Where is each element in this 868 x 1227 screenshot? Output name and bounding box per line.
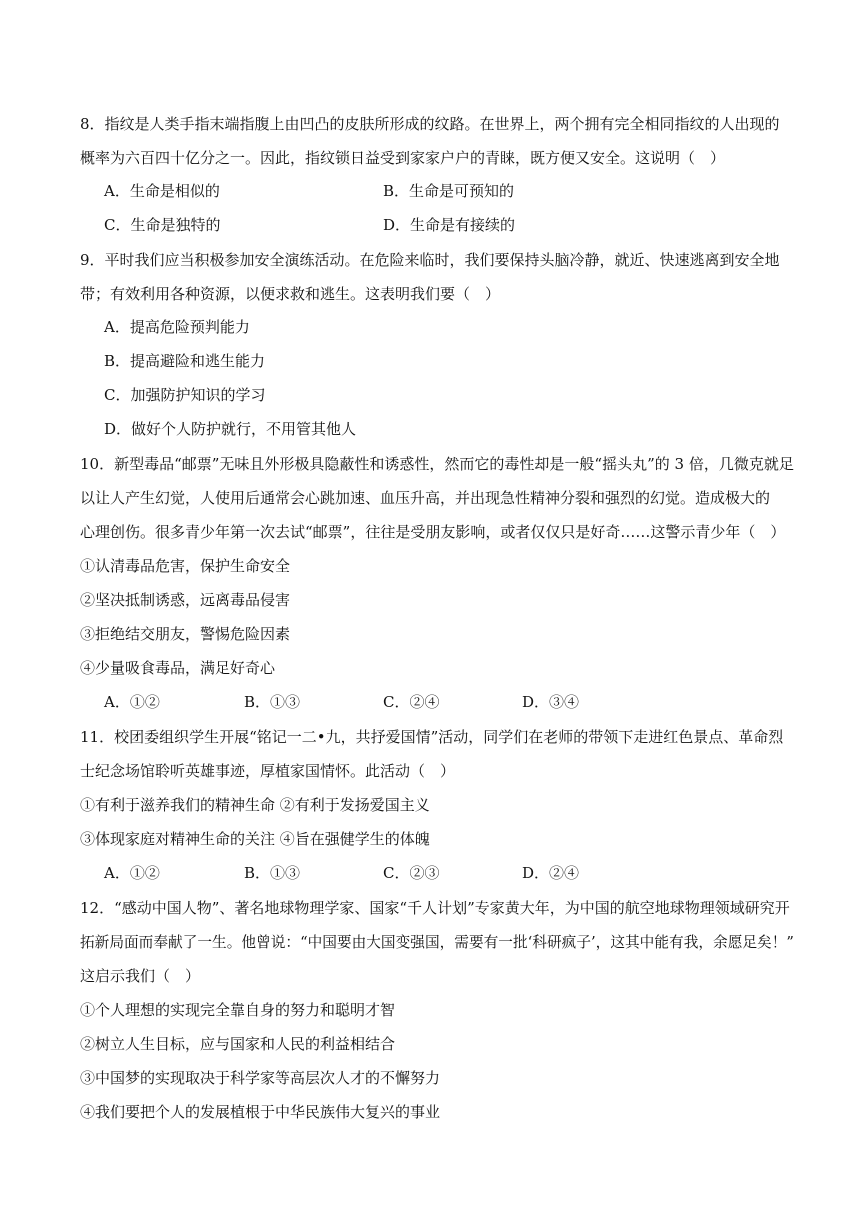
q11-option-c: C．②③ (383, 864, 440, 882)
q10-item-2: ②坚决抵制诱惑，远离毒品侵害 (80, 591, 291, 609)
q8-stem-line1: 8．指纹是人类手指末端指腹上由凹凸的皮肤所形成的纹路。在世界上，两个拥有完全相同指纹的人出现的 (80, 115, 780, 133)
q12-item-1: ①个人理想的实现完全靠自身的努力和聪明才智 (80, 1001, 396, 1019)
q9-option-c: C．加强防护知识的学习 (104, 386, 266, 404)
q10-option-a: A．①② (104, 693, 160, 711)
q12-stem-line3: 这启示我们（ ） (80, 967, 201, 985)
q11-option-d: D．②④ (522, 864, 580, 882)
q12-item-3: ③中国梦的实现取决于科学家等高层次人才的不懈努力 (80, 1069, 441, 1087)
q8-option-b: B．生命是可预知的 (383, 182, 515, 200)
q9-option-a: A．提高危险预判能力 (104, 318, 250, 336)
q11-stem-line1: 11．校团委组织学生开展“铭记一二•九，共抒爱国情”活动，同学们在老师的带领下走进红色景点、革命烈 (80, 728, 784, 746)
q8-option-a: A．生命是相似的 (104, 182, 220, 200)
q10-item-1: ①认清毒品危害，保护生命安全 (80, 557, 291, 575)
q10-option-b: B．①③ (244, 693, 301, 711)
q10-item-3: ③拒绝结交朋友，警惕危险因素 (80, 625, 291, 643)
q10-stem-line3: 心理创伤。很多青少年第一次去试“邮票”，往往是受朋友影响，或者仅仅只是好奇……这警示青少年（ ） (80, 523, 786, 541)
q8-stem-line2: 概率为六百四十亿分之一。因此，指纹锁日益受到家家户户的青睐，既方便又安全。这说明（ ） (80, 149, 726, 167)
q11-option-a: A．①② (104, 864, 160, 882)
q11-item-row-2: ③体现家庭对精神生命的关注 ④旨在强健学生的体魄 (80, 830, 430, 848)
q12-item-2: ②树立人生目标，应与国家和人民的利益相结合 (80, 1035, 396, 1053)
q12-stem-line1: 12．“感动中国人物”、著名地球物理学家、国家“千人计划”专家黄大年，为中国的航空地球物理领域研究开 (80, 899, 790, 917)
q11-option-b: B．①③ (244, 864, 301, 882)
q11-stem-line2: 士纪念场馆聆听英雄事迹，厚植家国情怀。此活动（ ） (80, 762, 456, 780)
q8-option-c: C．生命是独特的 (104, 216, 221, 234)
q11-item-row-1: ①有利于滋养我们的精神生命 ②有利于发扬爱国主义 (80, 796, 430, 814)
q9-stem-line1: 9．平时我们应当积极参加安全演练活动。在危险来临时，我们要保持头脑冷静，就近、快速逃离到安全地 (80, 251, 780, 269)
q10-option-c: C．②④ (383, 693, 440, 711)
q10-stem-line1: 10．新型毒品“邮票”无味且外形极具隐蔽性和诱惑性，然而它的毒性却是一般“摇头丸”的 3 倍，几微克就足 (80, 455, 794, 473)
q10-item-4: ④少量吸食毒品，满足好奇心 (80, 659, 276, 677)
q12-item-4: ④我们要把个人的发展植根于中华民族伟大复兴的事业 (80, 1103, 441, 1121)
q10-stem-line2: 以让人产生幻觉，人使用后通常会心跳加速、血压升高，并出现急性精神分裂和强烈的幻觉。造成极大的 (80, 489, 771, 507)
q10-option-d: D．③④ (522, 693, 580, 711)
q8-option-d: D．生命是有接续的 (383, 216, 516, 234)
q9-option-d: D．做好个人防护就行，不用管其他人 (104, 420, 357, 438)
q9-stem-line2: 带；有效利用各种资源，以便求救和逃生。这表明我们要（ ） (80, 285, 501, 303)
q9-option-b: B．提高避险和逃生能力 (104, 352, 266, 370)
q12-stem-line2: 拓新局面而奉献了一生。他曾说：“中国要由大国变强国，需要有一批‘科研疯子’，这其中能有我，余愿足矣！” (80, 933, 794, 951)
